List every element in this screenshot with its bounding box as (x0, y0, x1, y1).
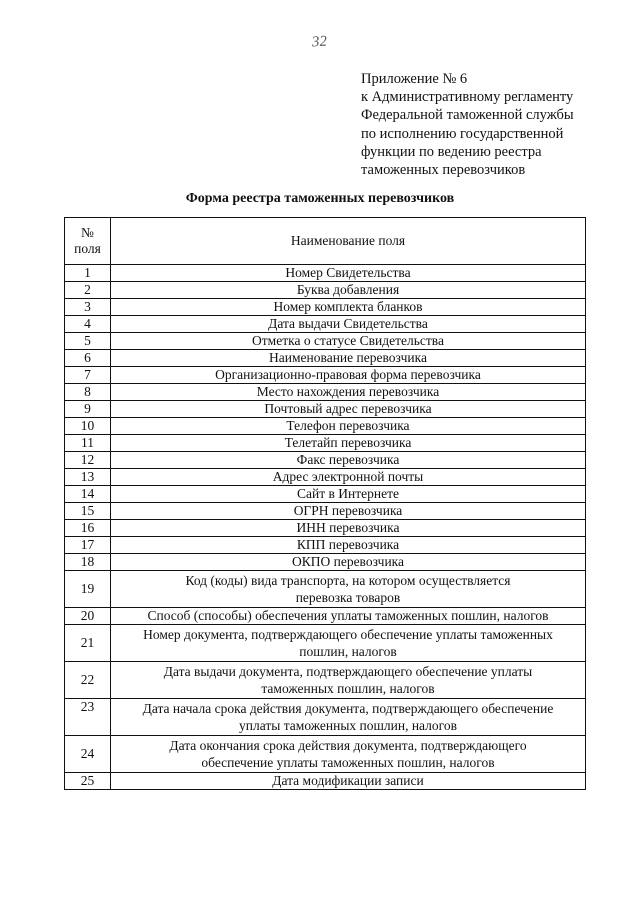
header-field-number (65, 218, 111, 265)
table-row (65, 571, 586, 608)
table-row (65, 384, 586, 401)
field-name-line: Дата выдачи Свидетельства (268, 316, 428, 331)
header-num-word: поля (74, 241, 101, 256)
field-number-cell: 3 (65, 299, 111, 316)
field-name-cell (111, 503, 586, 520)
field-number-cell: 20 (65, 608, 111, 625)
field-name-cell (111, 537, 586, 554)
table-row (65, 699, 586, 736)
table-row (65, 367, 586, 384)
field-number-cell: 24 (65, 736, 111, 773)
field-name-line: КПП перевозчика (296, 537, 400, 552)
table-row (65, 435, 586, 452)
appendix-line: таможенных перевозчиков (361, 162, 526, 179)
appendix-line: Федеральной таможенной службы (361, 107, 574, 124)
table-row (65, 299, 586, 316)
field-name-cell (111, 265, 586, 282)
field-name-cell (111, 299, 586, 316)
field-name-cell (111, 418, 586, 435)
field-name-cell (111, 452, 586, 469)
field-number-cell: 7 (65, 367, 111, 384)
field-name-cell (111, 608, 586, 625)
field-name-line: перевозка товаров (295, 590, 401, 605)
field-name-cell (111, 486, 586, 503)
table-row (65, 333, 586, 350)
table-row (65, 265, 586, 282)
table-row (65, 625, 586, 662)
field-number-cell: 12 (65, 452, 111, 469)
field-name-cell (111, 350, 586, 367)
field-name-line: ОКПО перевозчика (291, 554, 405, 569)
field-name-line: Дата выдачи документа, подтверждающего обеспечение уплаты (163, 664, 533, 679)
field-number-cell: 8 (65, 384, 111, 401)
field-number-cell: 22 (65, 662, 111, 699)
field-number-cell: 17 (65, 537, 111, 554)
table-row (65, 608, 586, 625)
field-number-cell: 9 (65, 401, 111, 418)
field-name-line: Почтовый адрес перевозчика (264, 401, 432, 416)
field-number-cell: 10 (65, 418, 111, 435)
field-name-line: обеспечение уплаты таможенных пошлин, налогов (201, 755, 495, 770)
table-row (65, 773, 586, 790)
field-name-line: Наименование перевозчика (269, 350, 427, 365)
table-row (65, 418, 586, 435)
appendix-line: к Административному регламенту (361, 89, 574, 106)
field-number-cell: 21 (65, 625, 111, 662)
table-row (65, 736, 586, 773)
field-number-cell: 4 (65, 316, 111, 333)
field-name-line: пошлин, налогов (299, 644, 397, 659)
field-name-cell (111, 736, 586, 773)
table-header-row (65, 218, 586, 265)
field-number-cell: 15 (65, 503, 111, 520)
field-name-cell (111, 554, 586, 571)
table-row (65, 486, 586, 503)
field-name-cell (111, 773, 586, 790)
field-name-cell (111, 625, 586, 662)
field-number-cell: 13 (65, 469, 111, 486)
table-row (65, 316, 586, 333)
form-title: Форма реестра таможенных перевозчиков (185, 191, 455, 206)
page-number: 32 (311, 33, 328, 51)
field-name-cell (111, 435, 586, 452)
field-number-cell: 5 (65, 333, 111, 350)
table-row (65, 503, 586, 520)
table-row (65, 537, 586, 554)
appendix-line: по исполнению государственной (361, 125, 564, 142)
header-num-symbol: № (81, 225, 94, 240)
field-number-cell: 16 (65, 520, 111, 537)
field-name-line: Факс перевозчика (296, 452, 400, 467)
field-name-line: ОГРН перевозчика (293, 503, 403, 518)
field-name-line: Код (коды) вида транспорта, на котором осуществляется (185, 573, 511, 588)
table-row (65, 662, 586, 699)
field-name-cell (111, 469, 586, 486)
appendix-line: функции по ведению реестра (361, 143, 542, 160)
field-number-cell: 6 (65, 350, 111, 367)
field-name-line: Адрес электронной почты (272, 469, 424, 484)
table-row (65, 520, 586, 537)
field-name-cell (111, 571, 586, 608)
field-name-cell (111, 282, 586, 299)
table-row (65, 401, 586, 418)
field-name-cell (111, 367, 586, 384)
table-row (65, 282, 586, 299)
field-name-cell (111, 401, 586, 418)
table-row (65, 350, 586, 367)
field-name-cell (111, 333, 586, 350)
header-field-name: Наименование поля (111, 218, 586, 265)
field-name-line: ИНН перевозчика (296, 520, 400, 535)
field-name-cell (111, 699, 586, 736)
field-name-line: Сайт в Интернете (297, 486, 399, 501)
field-name-line: Дата окончания срока действия документа, подтверждающего (169, 738, 527, 753)
appendix-caption (361, 70, 611, 179)
table-row (65, 554, 586, 571)
field-name-cell (111, 316, 586, 333)
field-name-line: Телетайп перевозчика (284, 435, 412, 450)
field-number-cell: 25 (65, 773, 111, 790)
field-name-line: уплаты таможенных пошлин, налогов (239, 718, 457, 733)
field-number-cell: 18 (65, 554, 111, 571)
field-name-line: Организационно-правовая форма перевозчика (215, 367, 481, 382)
field-number-cell: 2 (65, 282, 111, 299)
field-number-cell: 1 (65, 265, 111, 282)
field-name-line: Телефон перевозчика (286, 418, 410, 433)
field-name-line: Способ (способы) обеспечения уплаты таможенных пошлин, налогов (147, 608, 549, 623)
field-name-line: таможенных пошлин, налогов (261, 681, 435, 696)
field-name-line: Буква добавления (296, 282, 400, 297)
field-number-cell: 23 (65, 699, 111, 736)
table-row (65, 469, 586, 486)
field-name-line: Дата модификации записи (272, 773, 424, 788)
field-number-cell: 14 (65, 486, 111, 503)
field-name-cell (111, 384, 586, 401)
field-name-line: Дата начала срока действия документа, подтверждающего обеспечение (142, 701, 554, 716)
table-row (65, 452, 586, 469)
field-name-line: Отметка о статусе Свидетельства (252, 333, 444, 348)
field-name-line: Номер Свидетельства (285, 265, 411, 280)
field-name-line: Номер документа, подтверждающего обеспечение уплаты таможенных (143, 627, 553, 642)
field-name-cell (111, 520, 586, 537)
field-name-line: Место нахождения перевозчика (256, 384, 440, 399)
field-name-line: Номер комплекта бланков (273, 299, 423, 314)
field-number-cell: 11 (65, 435, 111, 452)
field-number-cell: 19 (65, 571, 111, 608)
appendix-line: Приложение № 6 (361, 71, 468, 87)
field-name-cell (111, 662, 586, 699)
registry-table (64, 217, 586, 790)
